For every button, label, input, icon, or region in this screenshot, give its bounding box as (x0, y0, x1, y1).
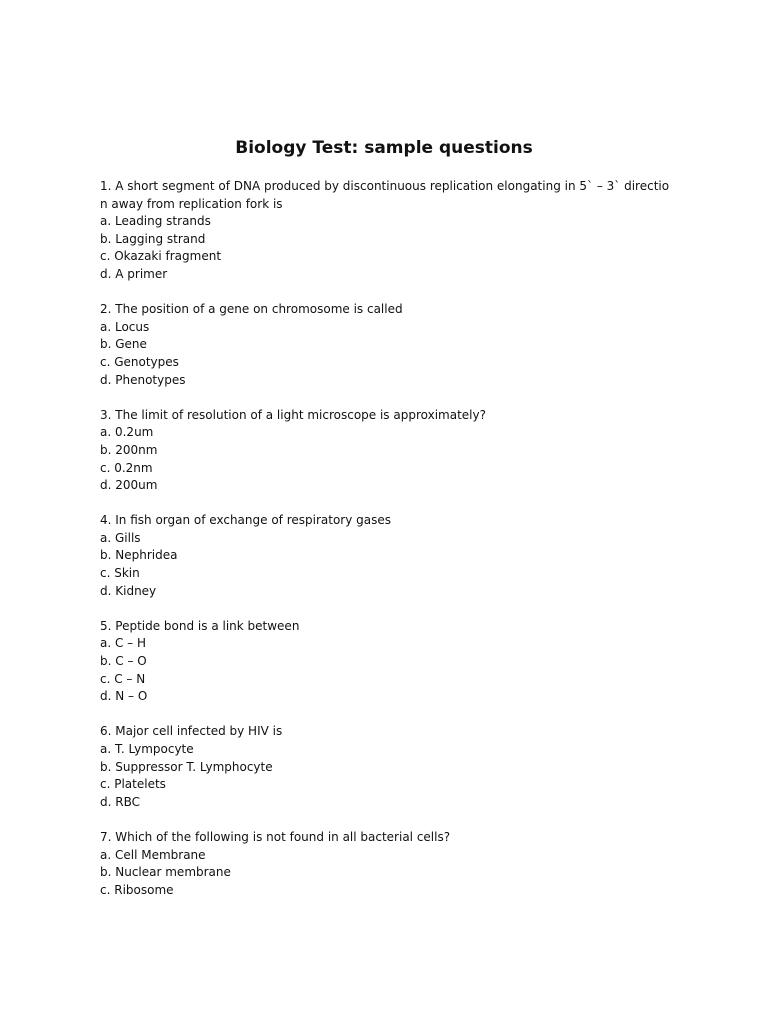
question-stem: 5. Peptide bond is a link between (100, 618, 300, 633)
answer-option: c. C – N (100, 671, 146, 686)
answer-option: c. Genotypes (100, 354, 179, 369)
question-stem: 3. The limit of resolution of a light microscope is approximately? (100, 407, 486, 422)
answer-option: d. RBC (100, 794, 140, 809)
question-1 (100, 178, 670, 284)
answer-option: d. A primer (100, 266, 168, 281)
question-7 (100, 829, 670, 899)
answer-option: a. 0.2um (100, 425, 154, 440)
answer-option: d. Kidney (100, 583, 157, 598)
answer-option: d. N – O (100, 689, 148, 704)
answer-option: b. Gene (100, 337, 147, 352)
question-stem: 1. A short segment of DNA produced by discontinuous replication elongating in 5` – 3` directio (100, 179, 670, 193)
answer-option: c. Skin (100, 566, 140, 581)
question-4 (100, 512, 670, 600)
answer-option: a. Gills (100, 530, 141, 545)
question-stem: 4. In fish organ of exchange of respiratory gases (100, 513, 392, 528)
answer-option: c. 0.2nm (100, 460, 153, 475)
answer-option: b. Nephridea (100, 548, 178, 563)
answer-option: b. Lagging strand (100, 231, 206, 246)
question-stem: n away from replication fork is (100, 196, 283, 211)
question-6 (100, 723, 670, 811)
answer-option: b. 200nm (100, 442, 158, 457)
answer-option: c. Okazaki fragment (100, 249, 222, 264)
answer-option: d. Phenotypes (100, 372, 186, 387)
answer-option: d. 200um (100, 478, 158, 493)
answer-option: a. T. Lympocyte (100, 742, 194, 756)
answer-option: a. Locus (100, 319, 150, 334)
question-2 (100, 301, 670, 389)
question-3 (100, 407, 670, 495)
question-5 (100, 618, 670, 706)
answer-option: a. C – H (100, 636, 147, 651)
question-stem: 2. The position of a gene on chromosome is called (100, 302, 403, 317)
question-list (100, 178, 670, 917)
answer-option: c. Platelets (100, 777, 166, 792)
answer-option: c. Ribosome (100, 882, 174, 897)
answer-option: a. Cell Membrane (100, 847, 206, 862)
question-stem: 7. Which of the following is not found in all bacterial cells? (100, 829, 451, 844)
answer-option: a. Leading strands (100, 214, 211, 229)
document-title: Biology Test: sample questions (235, 138, 533, 158)
answer-option: b. C – O (100, 654, 147, 669)
question-stem: 6. Major cell infected by HIV is (100, 724, 283, 739)
answer-option: b. Nuclear membrane (100, 865, 231, 880)
answer-option: b. Suppressor T. Lymphocyte (100, 759, 273, 774)
